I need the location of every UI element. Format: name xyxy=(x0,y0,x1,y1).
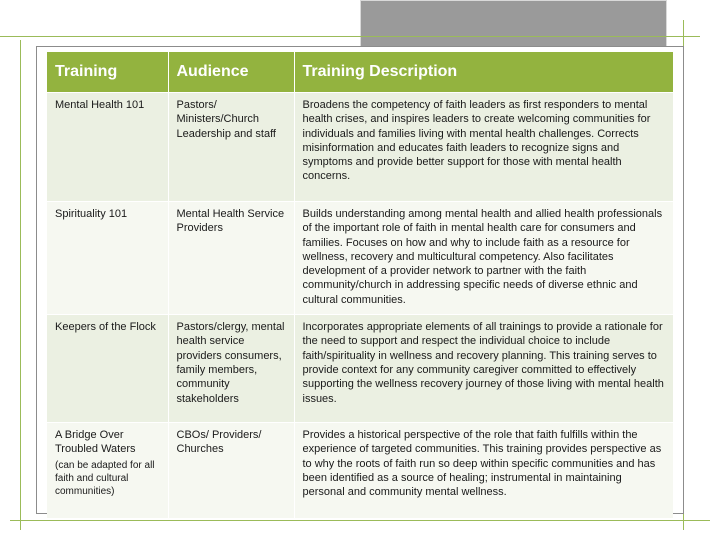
header-description: Training Description xyxy=(294,52,673,93)
training-name: Keepers of the Flock xyxy=(55,321,156,334)
audience-cell: Pastors/clergy, mental health service providers consumers, family members, community stakeholders xyxy=(168,315,294,423)
training-table xyxy=(47,52,673,518)
training-cell xyxy=(47,202,168,315)
header-training: Training xyxy=(47,52,168,93)
header-audience: Audience xyxy=(168,52,294,93)
decorative-line-bottom xyxy=(10,520,710,521)
audience-cell: CBOs/ Providers/ Churches xyxy=(168,423,294,518)
training-cell xyxy=(47,315,168,423)
description-cell: Provides a historical perspective of the role that faith fulfills within the experience of targeted communities. This training provides perspective as to why the roots of faith run so deep within specific communities and has been identified as a source of healing; instrumental in maintaining personal and community mental wellness. xyxy=(294,423,673,518)
table-header-row xyxy=(47,52,673,93)
training-cell xyxy=(47,423,168,518)
training-name: A Bridge Over Troubled Waters xyxy=(55,429,136,456)
training-cell xyxy=(47,93,168,202)
training-name: Mental Health 101 xyxy=(55,99,145,111)
description-cell: Broadens the competency of faith leaders as first responders to mental health crises, and inspires leaders to create welcoming communities for individuals and families living with mental health challenges. Corrects misinformation and educates faith leaders to recognize signs and symptoms and provide better support for those with mental health concerns. xyxy=(294,93,673,202)
decorative-line-top xyxy=(0,36,700,37)
audience-cell: Pastors/ Ministers/Church Leadership and staff xyxy=(168,93,294,202)
training-name: Spirituality 101 xyxy=(55,208,128,220)
decorative-line-left xyxy=(20,40,21,530)
table-row xyxy=(47,93,673,202)
decorative-header-box xyxy=(360,0,667,47)
audience-cell: Mental Health Service Providers xyxy=(168,202,294,315)
table-row xyxy=(47,423,673,518)
description-cell: Incorporates appropriate elements of all trainings to provide a rationale for the need to support and respect the individual choice to include faith/spirituality in wellness and recovery planning. This training serves to provide context for any community caregiver committed to effectively supporting the wellness recovery journey of those living with mental health issues. xyxy=(294,315,673,423)
table-row xyxy=(47,202,673,315)
description-cell: Builds understanding among mental health and allied health professionals of the important role of faith in mental health care for consumers and families. Focuses on how and why to include faith as a resource for wellness, recovery and multicultural competency. Also facilitates development of a provider network to partner with the faith community/church in addressing specific needs of diverse ethnic and cultural communities. xyxy=(294,202,673,315)
table-row xyxy=(47,315,673,423)
training-note: (can be adapted for all faith and cultural communities) xyxy=(55,459,155,497)
